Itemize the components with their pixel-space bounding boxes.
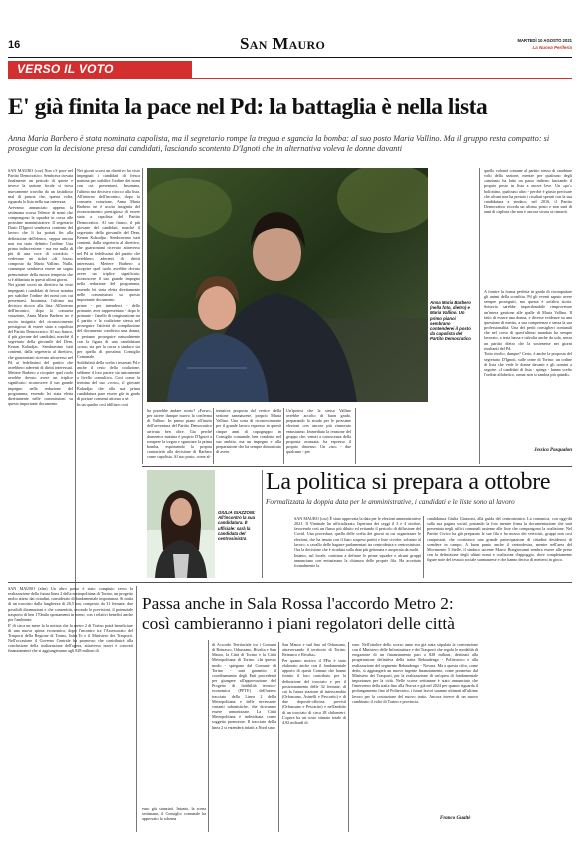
article2-headline: La politica si prepara a ottobre xyxy=(266,469,551,495)
article1-col-3: ha potrebbe andare storto? «Forse», per tacere dunque nuovo la conferma di Vallino. In primo piano all'inizio dell'avventura del Partito Democratico arrivata ben oltre. Gia perché domenica mattina è proprio D'Ignoti a rompere la tregua e sganciare la prima bomba, esprimendo la propria contrarietà alla decisione di Barbero come capolista. Al suo posto, come al- xyxy=(147,408,212,460)
article1-deck: Anna Maria Barbero è stata nominata capolista, ma il segretario rompe la tregua e sgancia la bomba: al suo posto Maria Vallino. Ma il gruppo resta compatto: si prosegue con la decisione presa dai candidati, lasciando scontento D'Ignoti che in alternativa voleva le donne davanti xyxy=(8,134,550,154)
article3-col-2: euro già stanziati. Intanto, la scena settimana, il Consiglio comunale ha approvato lo schema xyxy=(142,806,206,822)
article1-col-2: Nei giorni scorsi un direttivo ha visto impegnati i candidati di fresca nomina per stabilire l'ordine dei nomi con cui presentarsi. Insomma, l'ultimo ma decisivo ritocco alla lista. All'interno dell'incontro, dopo la consueta votazione, Anna Maria Barbero ne è uscita insignita del riconoscimento prestigioso di essere stata a capolista del Partito Democratico. Al suo fianco, il più giovane del candidati, nonché il segretario della giovanile del Dem, Kenan Kokudjac. Sembravano tutti contenti, dalla segreteria al direttivo, che guarzoniani ricevuto attraverso nel Pd ai fedelissimi del partito che avrebbero aderenti di diritti interessati. Mettere Barbero a ricoprire quel ruolo avrebbe dovuto avere un triplice significato: riconoscere il suo grande impegno nella redazione del programma, essendo lei stata eletta direttamente nelle commissioni su questo importante documento. prime - per intenderci - dello primarie; aver rappresentato - dopo le primarie - l'anello di congiunzione tra il partito e la coalizione stessa nel proseguire l'attività di compilazione del documento condiviso una donna, e periamo proseguire naturalmente con la figura di una candidatura «rosa» sia per la corsa a sindaco sia per quella di prossima Consiglio Comunale. Soddisfatti della scelta i tesserati Pd e anche il resto della coalizione, sebbene il loro parere sia unicamente a livello consultivo. Così come la termina del suo «voto», il giovane Kokudjac che alla sua prima candidatura pare essere già in grado di portare consensi attorno a sé. In un quadro così idilliaco così xyxy=(77,168,140,407)
header-rule xyxy=(8,57,572,58)
article3-col-1: SAN MAURO (afm) Un altro passo è stato compiuto verso la realizzazione della futura linea 2 della metropolitana di Torino, un progetto molto atteso dai cittadini, considerato di fondamentale importanza. Si tratta di un tracciato dalla lunghezza di 26,5 km, composto da 31 fermate, due possibili diramazioni e che consentirà, secondo le previsioni, il potenziale trasporto di ben 170mila spostamenti in meno, con i relativi benefici anche per l'ambiente. E' di circa un mese fa la notizia che la metro 2 di Torino potrà beneficiare di una nuova spinta economica, dopo l'incontro tra l'Assessorato del Trasporti della Regione di Torino, Infra.To e il Ministero dei Trasporti. Nell'occasione il Governo Centrale ha promesso che contribuirà alla conclusione della realizzazione dell'opera, attraverso nuovi e concreti finanziamenti che si aggiungeranno agli 828 milioni di xyxy=(8,586,133,654)
article3-col-5: euro. Nell'ottobre dello scorso anno era già stata stipulata la convenzione con il Ministero delle Infrastrutture e dei Trasporti che regola le modalità di erogazione di un finanziamento pari a 828 milioni, destinati alla progettazione definitiva della tratta Rebaudengo - Politecnico e alla realizzazione del segmento Rebaudengo - Novara. Ma a questa cifra, come detto, si aggiungerà un nuovo ingente finanziamento, come promesso dal Ministero dei Trasporti, per la realizzazione di un'opera di fondamentale importanza per la città. Nelle scorse settimane è stato annunciato che l'intervento della tratta fino alla Nuova e già nel 2024 per quanto riguarda il prolungamento fino al Politecnico, i futuri lavori saranno ultimati all'ultimo lavoro per la costruzione del nuovo tratto. Ancora invece di un nuovo combinato il volto di Torino e provincia. xyxy=(352,642,478,704)
article1-photo xyxy=(147,168,428,402)
article3-col-4: San Mauro e sud fino ad Orbassano, attraversando il territorio di Torino, Beinasco e Rivalta». Per quanto motivo il PFte è stato elaborato anche con il fondamentale apporto di questi Comuni che hanno fornito il loro contributo per la definizione del tracciato e per il posizionamento delle 32 fermate, di cui la futura stazione di interscambio (Orbassano, Asinelli e Pescarito) e di due depositi-officina previsti (Orbassano e Pescarito) e nell'ambito di un tracciato di circa 28 chilometri. L'opera ha un costo stimato totale di 4,92 miliardi di xyxy=(282,642,346,725)
article1-col-5: Un'ipotesi che la stessa Vallino avrebbe accolto di buon grado, preparando la strada per le prossime elezioni con ancora più rinnovato entusiasmo. Immediata la reazione del gruppo che, venuti a conoscenza della proposta avanzata, ha espresso il proprio dissenso. Un «no» - due qualcuno - per xyxy=(286,408,351,455)
issue-date: MARTEDÌ 10 AGOSTO 2021 xyxy=(517,38,572,43)
section-banner: VERSO IL VOTO xyxy=(8,61,192,78)
article1-byline: Jessica Pasqualon xyxy=(534,448,572,453)
paper-name: La Nuova Periferia xyxy=(532,45,572,50)
article3-col-3: di Accordo Territoriale tra i Comuni di Beinasco, Orbassano, Rivalta e San Mauro, la Città di Torino e la Città Metropolitana di Torino. «In questo modo - spiegano dal Comune di Torino - sarà garantito il coordinamento degli Enti procedenti per giungere all'approvazione del Progetto di fattibilità tecnico-economica (PFTE) dell'intero tracciato della Linea 2 della Metropolitana e delle necessarie varianti urbanistiche, che dovranno essere armonizzate. La Città Metropolitana è individuata come soggetto promotore. Il tracciato della linea 2 si estenderà infatti a Nord sino xyxy=(212,642,276,730)
banner-rule xyxy=(8,78,572,79)
article2-photo xyxy=(147,470,215,578)
article2-col-2: candidatura Giulia Giazzoni, alla guida del centrosinistra. La comunica, con oggi-dà sulla sua pagina social, postando la foto mentre firma la documentazione che sarà presentata negli uffici comunali assieme alle liste che compongono la coalizione. Nel Partito Civico ha già preparato le sue fila e ha mosso dei verticisti, gruppi non così conquistati, che costituisce una grande partecipazione di cittadini desiderosi di scendere in campo. A buon punto anche il centrodestra, mentre nell'area del Movimento 5 Stelle, il sindaco uscente Marco Bongiovanni sembra essere alle prese con la definizione degli ultimi nomi e coalizione d'appoggio, dove completamente figure note del tessuto sociale sanmaurese e che hanno deciso di mettersi in gioco. xyxy=(427,516,572,563)
article2-caption: GIULIA GIAZZONI: All'incontro la sua candidatura. È ufficiale: sarà la candidata del centrosinistra xyxy=(218,510,256,542)
section-title: San Mauro xyxy=(240,34,326,53)
article1-col-1: SAN MAURO (coz) Non c'è pace nel Partito Democratico. Sembrava trovata finalmente un periodo di quiete e invece la sezione locale si trova nuovamente travolta da un fastidioso mal di pancia che, questa volta, riguarda la lista nella sua interezza. Avevamo annunciato appena la settimana scorsa l'elenco di nomi che compongono la squadra in corsa alle prossime amministrative. Il segretario Dario D'Ignoti sembrava contento del lavoro che li ha portati fin alla definizione dell'elenco, seppur ancora non era stato definito l'ordine. Una prima indiscrezione - ma era nulla di più di una voce di corridoio - vedevano un ticket «di forza» composto da Maria Vallino. Nulla, comunque sembrava essere un sogno premonitore della nuova tempesta che si è abbattuta in questi ultimi giorni. Nei giorni scorsi un direttivo ha visto impegnati i candidati di fresca nomina per stabilire l'ordine dei nomi con cui presentarsi. Insomma, l'ultimo ma decisivo ritocco alla lista. All'interno dell'incontro, dopo la consueta votazione, Anna Maria Barbero ne è uscita insignita del riconoscimento prestigioso di essere stata a capolista del Partito Democratico. Al suo fianco, il più giovane del candidati, nonché il segretario della giovanile del Dem, Kenan Kokudjac. Sembravano tutti contenti, dalla segreteria al direttivo, che guarzoniani ricevuto attraverso nel Pd ai fedelissimi del partito che avrebbero aderenti di diritti interessati. Mettere Barbero a ricoprire quel ruolo avrebbe dovuto avere un triplice significato: riconoscere il suo grande impegno nella redazione del programma, essendo lei stata eletta direttamente nelle commissioni su questo importante documento. xyxy=(8,168,73,407)
article1-col-6: quello volontà comune al partito stesso di cambiare volti della sezione, mentre per qualcuno degli «anziani» ha fatto un passo indietro lasciando il proprio posto in lista a nuove leve. Un «po'» boliottino, qualcuno altro - perché è giusto precisare che alcuni non ha portato i risultati sperati con la sua candidatura a sindaco, nel 2016, il Partito Democratico ricorda un ultimo posto e non sarà di anni di caplista che non è ancora sicura se rimarrà. xyxy=(484,168,572,215)
article2-col-1: SAN MAURO (coz) È stato approvata la data per le elezioni amministrative 2021. Il Viminale ha ufficializzato l'apertura dei seggi il 3 e 4 ottobre, favorendo così un flusso più diluito ed evitando il pericolo di diffusione del Covid. Una procedura, quella delle scelta dei giorni in cui organizzare le elezioni, che ha tenuto con il fiato sospeso partiti e liste civiche, soltanto al lavoro, a cavallo delle bagarre parlamentari tra centrodestra e centrosinistra. Ora la decisione che è ricaduta sulla data più gettonata e auspicata da molti. Intanto, sul locale, continua a definire le prime squadre e alcuni gruppi annunciano con entusiasmo la chiusura delle proprie fila. Ha accettato formalmente la xyxy=(294,516,421,568)
article3-byline: Franco Gualtè xyxy=(440,816,471,821)
article1-headline: E' già finita la pace nel Pd: la battaglia è nella lista xyxy=(8,94,488,120)
article1-col-7: A fornire la forma perfetta in grado di ricompattare gli animi della sconfitta. Pd gli eventi saputo avere sempre proseguiti, ma questa è un'altra storia. Sottavia sarebbe imperdonabile rimproverare un'intera gestione alle spalle di Maria Vallino. Il fatto di essere una donna, e diverse evidenze su una questione di merito, a sua competenza e senza la sua professionalità. Una dei periti consiglieri comunali che nel corso di quest'ultimo mandato ha sempre lavorato, a testa bassa e talvolta anche da sola, senza un partito dietro che la sostenesse nei giorni risultanti del Pd. Tutto risolto, dunque? Certo, è anche la proposta del segretario D'Ignoti, sulle orme di Torino: un ordine di lista che vede le donne davanti e gli uomini a seguire. «I candidati di lista - spiega - hanno scelto l'ordine alfabetico, ormai non si sambia più quindi». xyxy=(484,289,572,377)
article3-headline: Passa anche in Sala Rossa l'accordo Metro 2: così cambieranno i piani regolatori delle città xyxy=(142,594,455,633)
article1-col-4: ternativa proposta dal vertice della sezione sanmaurese, proprio Maria Vallino. Una sorta di riconoscimento per il grande lavoro espresso in questi cinque anni di capogruppo in Consiglio comunale, ben condotto nel suo ambito, ma un impegno e alla preparazione che ha sempre dimostrato di avere. xyxy=(216,408,281,455)
page-number: 16 xyxy=(8,39,21,51)
article1-caption: Anna Maria Barbero (nella foto, dietro) e Maria Vallino. Un primo pianoi sembrano contenderei il posto da capolista del Partito Democratico xyxy=(430,300,471,342)
article2-deck: Formalizzata la doppia data per le amministrative, i candidati e le liste sono al lavoro xyxy=(266,498,515,506)
